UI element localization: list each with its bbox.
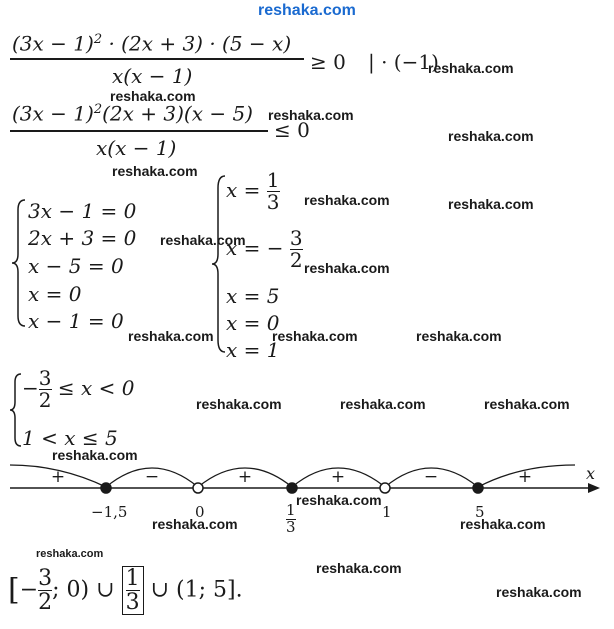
solution-line-2: 1 < x ≤ 5: [22, 426, 118, 450]
point-label-one-third: $\frac{1}{3}$: [286, 501, 296, 536]
system-left-brace: [10, 198, 28, 328]
interval-sign: +: [237, 467, 253, 487]
watermark: reshaka.com: [416, 328, 502, 344]
root-one: x = 1: [226, 338, 280, 362]
watermark: reshaka.com: [36, 548, 104, 560]
watermark: reshaka.com: [268, 107, 354, 123]
step2-denominator: x(x − 1): [96, 136, 177, 160]
step1-relation: ≥ 0: [310, 50, 346, 74]
watermark: reshaka.com: [196, 396, 282, 412]
watermark: reshaka.com: [296, 492, 382, 508]
interval-sign: −: [144, 467, 160, 487]
watermark: reshaka.com: [316, 560, 402, 576]
watermark: reshaka.com: [52, 447, 138, 463]
filled-point: [473, 483, 483, 493]
root-five: x = 5: [226, 284, 280, 308]
filled-point: [287, 483, 297, 493]
step1-denominator: x(x − 1): [112, 64, 193, 88]
system-left-eq-4: x = 0: [28, 282, 82, 306]
watermark: reshaka.com: [340, 396, 426, 412]
interval-sign: +: [517, 467, 533, 487]
watermark: reshaka.com: [428, 60, 514, 76]
watermark: reshaka.com: [272, 328, 358, 344]
system-left-eq-1: 3x − 1 = 0: [28, 199, 137, 223]
system-left-eq-5: x − 1 = 0: [28, 309, 124, 333]
watermark: reshaka.com: [160, 232, 246, 248]
watermark: reshaka.com: [496, 584, 582, 600]
watermark: reshaka.com: [448, 128, 534, 144]
axis-arrow-icon: [588, 483, 600, 493]
step2-relation: ≤ 0: [274, 118, 310, 142]
open-point: [193, 483, 203, 493]
solution-line-1: − $\frac{3}{2}$ ≤ x < 0: [22, 366, 135, 412]
watermark: reshaka.com: [448, 196, 534, 212]
point-label-minus-1-5: −1,5: [91, 503, 128, 521]
step2-numerator: $(3x - 1)^2(2x + 3)(x - 5)$: [12, 101, 253, 126]
watermark: reshaka.com: [304, 260, 390, 276]
root-zero: x = 0: [226, 311, 280, 335]
step1-multiplier: | · (−1): [368, 50, 439, 74]
answer: [− $\frac{3}{2}$ ; 0) ∪ $\frac{1}{3}$ ∪ (1; 5].: [8, 566, 243, 616]
watermark: reshaka.com: [460, 516, 546, 532]
watermark: reshaka.com: [110, 88, 196, 104]
interval-sign: +: [50, 467, 66, 487]
system-left-eq-2: 2x + 3 = 0: [28, 226, 137, 250]
watermark: reshaka.com: [112, 163, 198, 179]
watermark: reshaka.com: [152, 516, 238, 532]
axis-label: x: [586, 464, 596, 483]
step1-fraction-bar: [10, 58, 304, 60]
point-label-5: 5: [475, 503, 485, 521]
interval-sign: +: [330, 467, 346, 487]
root-one-third: x = $\frac{1}{3}$: [226, 168, 280, 214]
watermark: reshaka.com: [128, 328, 214, 344]
interval-sign: −: [423, 467, 439, 487]
point-label-1: 1: [382, 503, 392, 521]
watermark: reshaka.com: [304, 192, 390, 208]
system-left-eq-3: x − 5 = 0: [28, 254, 124, 278]
watermark-top[interactable]: reshaka.com: [258, 2, 356, 19]
step1-numerator: $(3x - 1)^2 \cdot (2x + 3) \cdot (5 - x)$: [12, 31, 292, 56]
open-point: [380, 483, 390, 493]
root-minus-three-halves: x = − $\frac{3}{2}$: [226, 226, 303, 272]
filled-point: [101, 483, 111, 493]
watermark: reshaka.com: [484, 396, 570, 412]
point-label-0: 0: [195, 503, 205, 521]
step2-fraction-bar: [10, 130, 268, 132]
